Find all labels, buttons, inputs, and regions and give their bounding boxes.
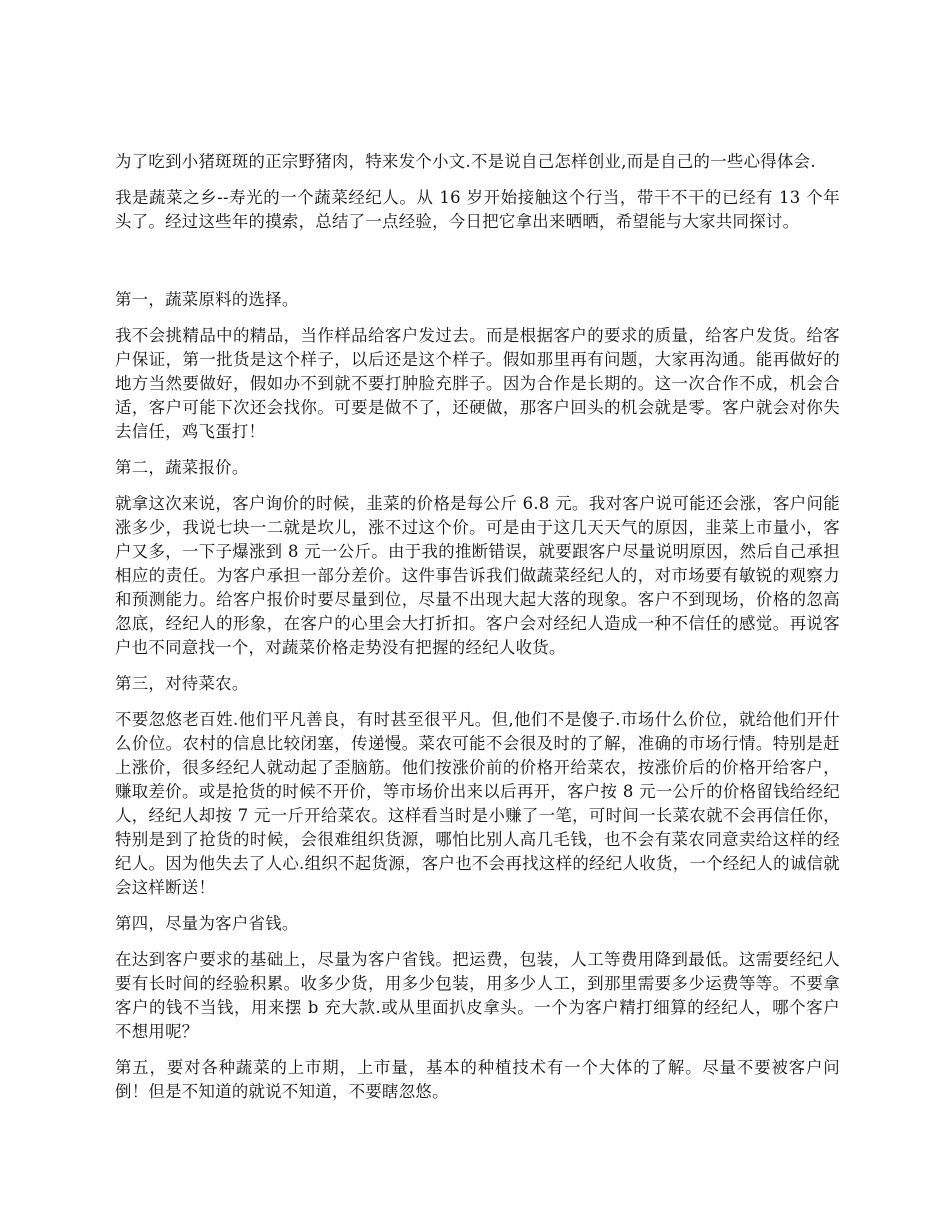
section-body: 我不会挑精品中的精品，当作样品给客户发过去。而是根据客户的要求的质量，给客户发货。给客户保证，第一批货是这个样子，以后还是这个样子。假如那里再有问题，大家再沟通。能再做好的地方当然要做好，假如办不到就不要打肿脸充胖子。因为合作是长期的。这一次合作不成，机会合适，客户可能下次还会找你。可要是做不了，还硬做，那客户回头的机会就是零。客户就会对你失去信任，鸡飞蛋打！ xyxy=(115,326,840,441)
section-body: 不要忽悠老百姓.他们平凡善良，有时甚至很平凡。但,他们不是傻子.市场什么价位，就给他们开什么价位。农村的信息比较闭塞，传递慢。菜农可能不会很及时的了解，准确的市场行情。特别是赶上涨价，很多经纪人就动起了歪脑筋。他们按涨价前的价格开给菜农，按涨价后的价格开给客户，赚取差价。或是抢货的时候不开价，等市场价出来以后再开，客户按 8 元一公斤的价格留钱给经纪人，经纪人却按 7 元一斤开给菜农。这样看当时是小赚了一笔，可时间一长菜农就不会再信任你，特别是到了抢货的时候，会很难组织货源，哪怕比别人高几毛钱，也不会有菜农同意卖给这样的经纪人。因为他失去了人心.组织不起货源，客户也不会再找这样的经纪人收货，一个经纪人的诚信就会这样断送！ xyxy=(115,710,840,897)
section-heading: 第二，蔬菜报价。 xyxy=(115,458,249,477)
closing-paragraph: 第五，要对各种蔬菜的上市期，上市量，基本的种植技术有一个大体的了解。尽量不要被客户问倒！但是不知道的就说不知道，不要瞎忽悠。 xyxy=(115,1058,840,1101)
document-body xyxy=(115,150,840,1116)
section-body: 在达到客户要求的基础上，尽量为客户省钱。把运费，包装，人工等费用降到最低。这需要经纪人要有长时间的经验积累。收多少货，用多少包装，用多少人工，到那里需要多少运费等等。不要拿客户的钱不当钱，用来摆 b 充大款.或从里面扒皮拿头。一个为客户精打细算的经纪人，哪个客户不想用呢？ xyxy=(115,950,840,1041)
paragraph-spacer xyxy=(115,246,840,288)
section-heading: 第一，蔬菜原料的选择。 xyxy=(115,290,299,309)
intro-paragraph: 为了吃到小猪斑斑的正宗野猪肉，特来发个小文.不是说自己怎样创业,而是自己的一些心得体会. xyxy=(115,152,816,171)
section-heading: 第四，尽量为客户省钱。 xyxy=(115,914,299,933)
section-heading: 第三，对待菜农。 xyxy=(115,674,249,693)
intro-paragraph: 我是蔬菜之乡--寿光的一个蔬菜经纪人。从 16 岁开始接触这个行当，带干不干的已经有 13 个年头了。经过这些年的摸索，总结了一点经验，今日把它拿出来晒晒，希望能与大家共同探讨。 xyxy=(115,188,840,231)
section-body: 就拿这次来说，客户询价的时候，韭菜的价格是每公斤 6.8 元。我对客户说可能还会涨，客户问能涨多少，我说七块一二就是坎儿，涨不过这个价。可是由于这几天天气的原因，韭菜上市量小，客户又多，一下子爆涨到 8 元一公斤。由于我的推断错误，就要跟客户尽量说明原因，然后自己承担相应的责任。为客户承担一部分差价。这件事告诉我们做蔬菜经纪人的，对市场要有敏锐的观察力和预测能力。给客户报价时要尽量到位，尽量不出现大起大落的现象。客户不到现场，价格的忽高忽底，经纪人的形象，在客户的心里会大打折扣。客户会对经纪人造成一种不信任的感觉。再说客户也不同意找一个，对蔬菜价格走势没有把握的经纪人收货。 xyxy=(115,494,840,657)
